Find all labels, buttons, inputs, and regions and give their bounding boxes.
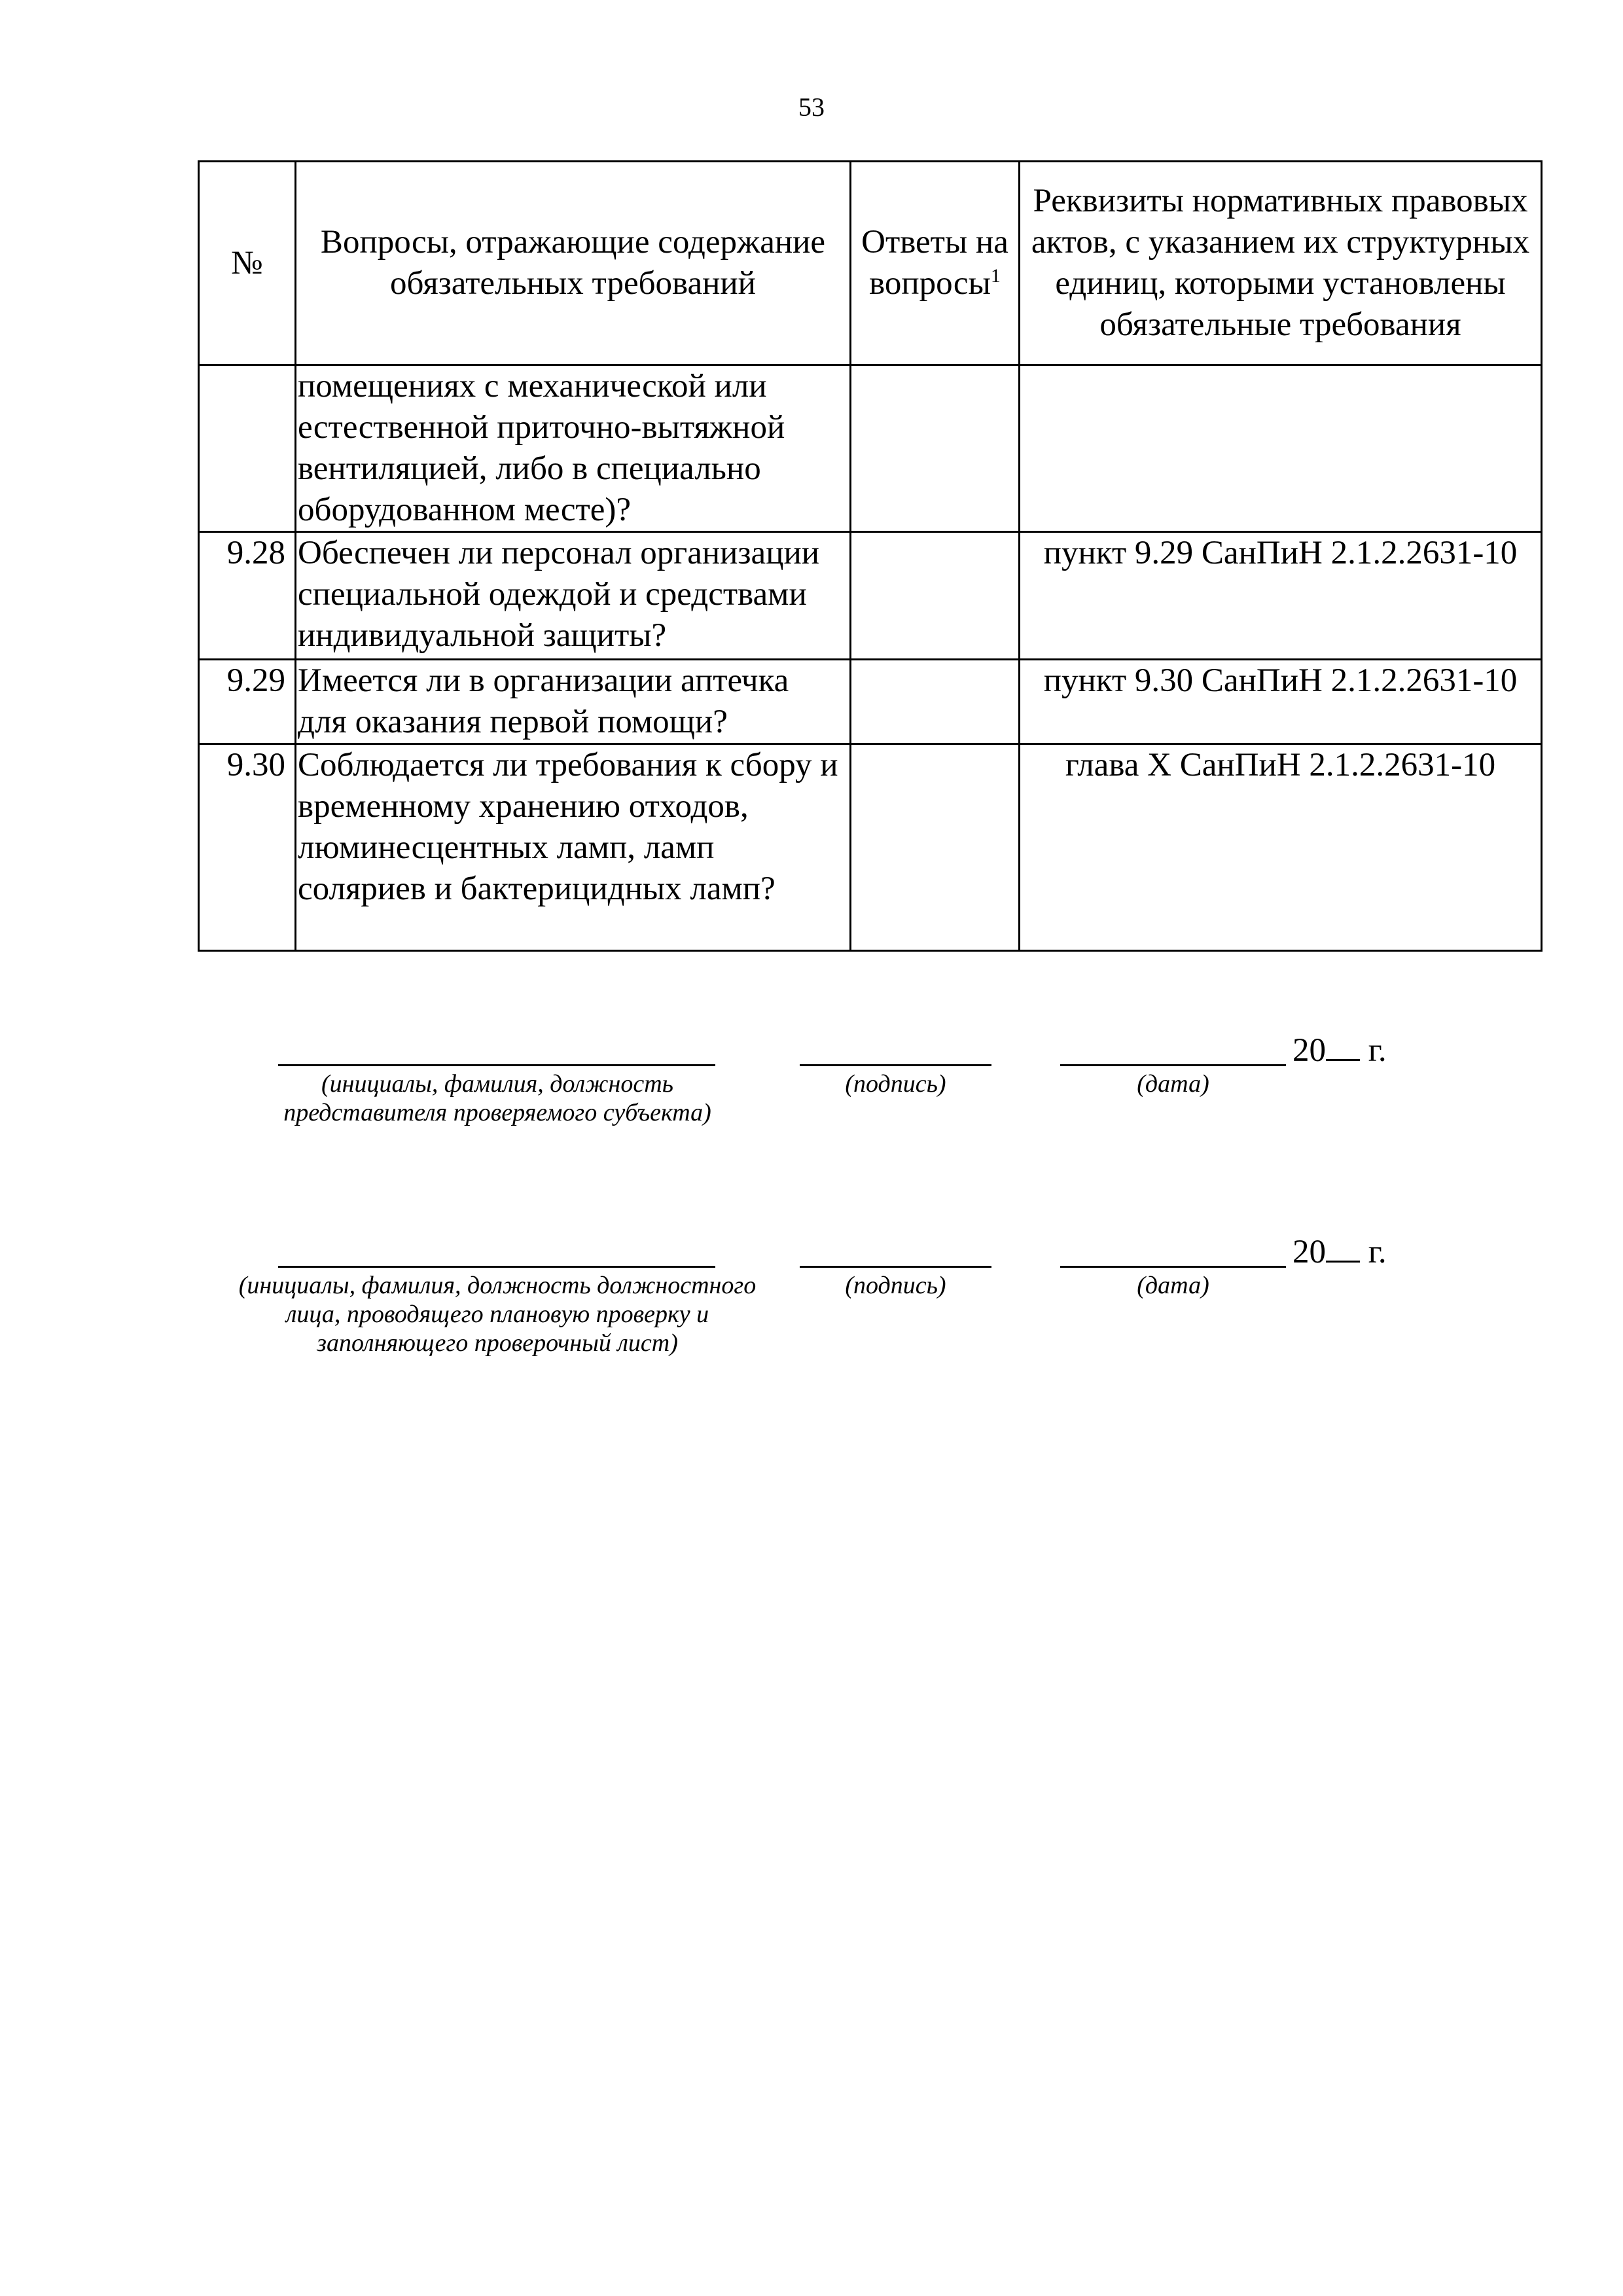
caption-signature: (подпись) [845, 1070, 946, 1098]
table-row [199, 365, 1542, 532]
footnote-mark: 1 [990, 265, 1001, 287]
year-suffix: г. [1368, 1032, 1387, 1069]
row-reference: пункт 9.30 СанПиН 2.1.2.2631-10 [1020, 660, 1542, 744]
caption-date: (дата) [1137, 1070, 1209, 1098]
year-suffix: г. [1368, 1234, 1387, 1270]
header-answer-text: Ответы на вопросы [861, 224, 1008, 302]
caption-signature: (подпись) [845, 1272, 946, 1299]
table-row [199, 660, 1542, 744]
header-requisites-text: Реквизиты нормативных правовых актов, с указанием их структурных единиц, которыми установлены обязательные требования [1031, 183, 1530, 343]
checklist-table [198, 160, 1543, 952]
year-prefix: 20 [1293, 1234, 1326, 1270]
signature-line[interactable] [800, 1266, 991, 1268]
row-answer[interactable] [851, 660, 1020, 744]
row-question: Соблюдается ли требования к сбору и временному хранению отходов, люминесцентных ламп, ламп соляриев и бактерицидных ламп? [296, 744, 851, 951]
header-question [296, 162, 851, 365]
header-num [199, 162, 296, 365]
caption-name: (инициалы, фамилия, должность должностного лица, проводящего плановую проверку и заполняющего проверочный лист) [238, 1272, 757, 1357]
year-blank[interactable] [1326, 1232, 1360, 1263]
row-reference [1020, 365, 1542, 532]
name-line[interactable] [278, 1064, 715, 1066]
header-answer [851, 162, 1020, 365]
header-num-text: № [231, 244, 263, 281]
page-number: 53 [798, 92, 825, 122]
date-line[interactable] [1060, 1064, 1286, 1066]
row-question: помещениях с механической или естественной приточно-вытяжной вентиляцией, либо в специально оборудованном месте)? [296, 365, 851, 532]
caption-name: (инициалы, фамилия, должность представителя проверяемого субъекта) [283, 1070, 711, 1126]
row-question: Имеется ли в организации аптечка для оказания первой помощи? [296, 660, 851, 744]
signature-line[interactable] [800, 1064, 991, 1066]
year-field [1293, 1232, 1387, 1272]
name-line[interactable] [278, 1266, 715, 1268]
row-num: 9.29 [199, 660, 296, 744]
row-num [199, 365, 296, 532]
row-reference: глава X СанПиН 2.1.2.2631-10 [1020, 744, 1542, 951]
header-question-text: Вопросы, отражающие содержание обязательных требований [320, 224, 826, 302]
date-line[interactable] [1060, 1266, 1286, 1268]
table-row [199, 744, 1542, 951]
year-field [1293, 1030, 1387, 1070]
year-blank[interactable] [1326, 1030, 1360, 1061]
row-answer[interactable] [851, 365, 1020, 532]
row-num: 9.30 [199, 744, 296, 951]
row-answer[interactable] [851, 532, 1020, 660]
row-reference: пункт 9.29 СанПиН 2.1.2.2631-10 [1020, 532, 1542, 660]
row-answer[interactable] [851, 744, 1020, 951]
row-question: Обеспечен ли персонал организации специальной одеждой и средствами индивидуальной защиты? [296, 532, 851, 660]
header-requisites [1020, 162, 1542, 365]
table-row [199, 532, 1542, 660]
caption-date: (дата) [1137, 1272, 1209, 1299]
year-prefix: 20 [1293, 1032, 1326, 1069]
row-num: 9.28 [199, 532, 296, 660]
table-header-row [199, 162, 1542, 365]
